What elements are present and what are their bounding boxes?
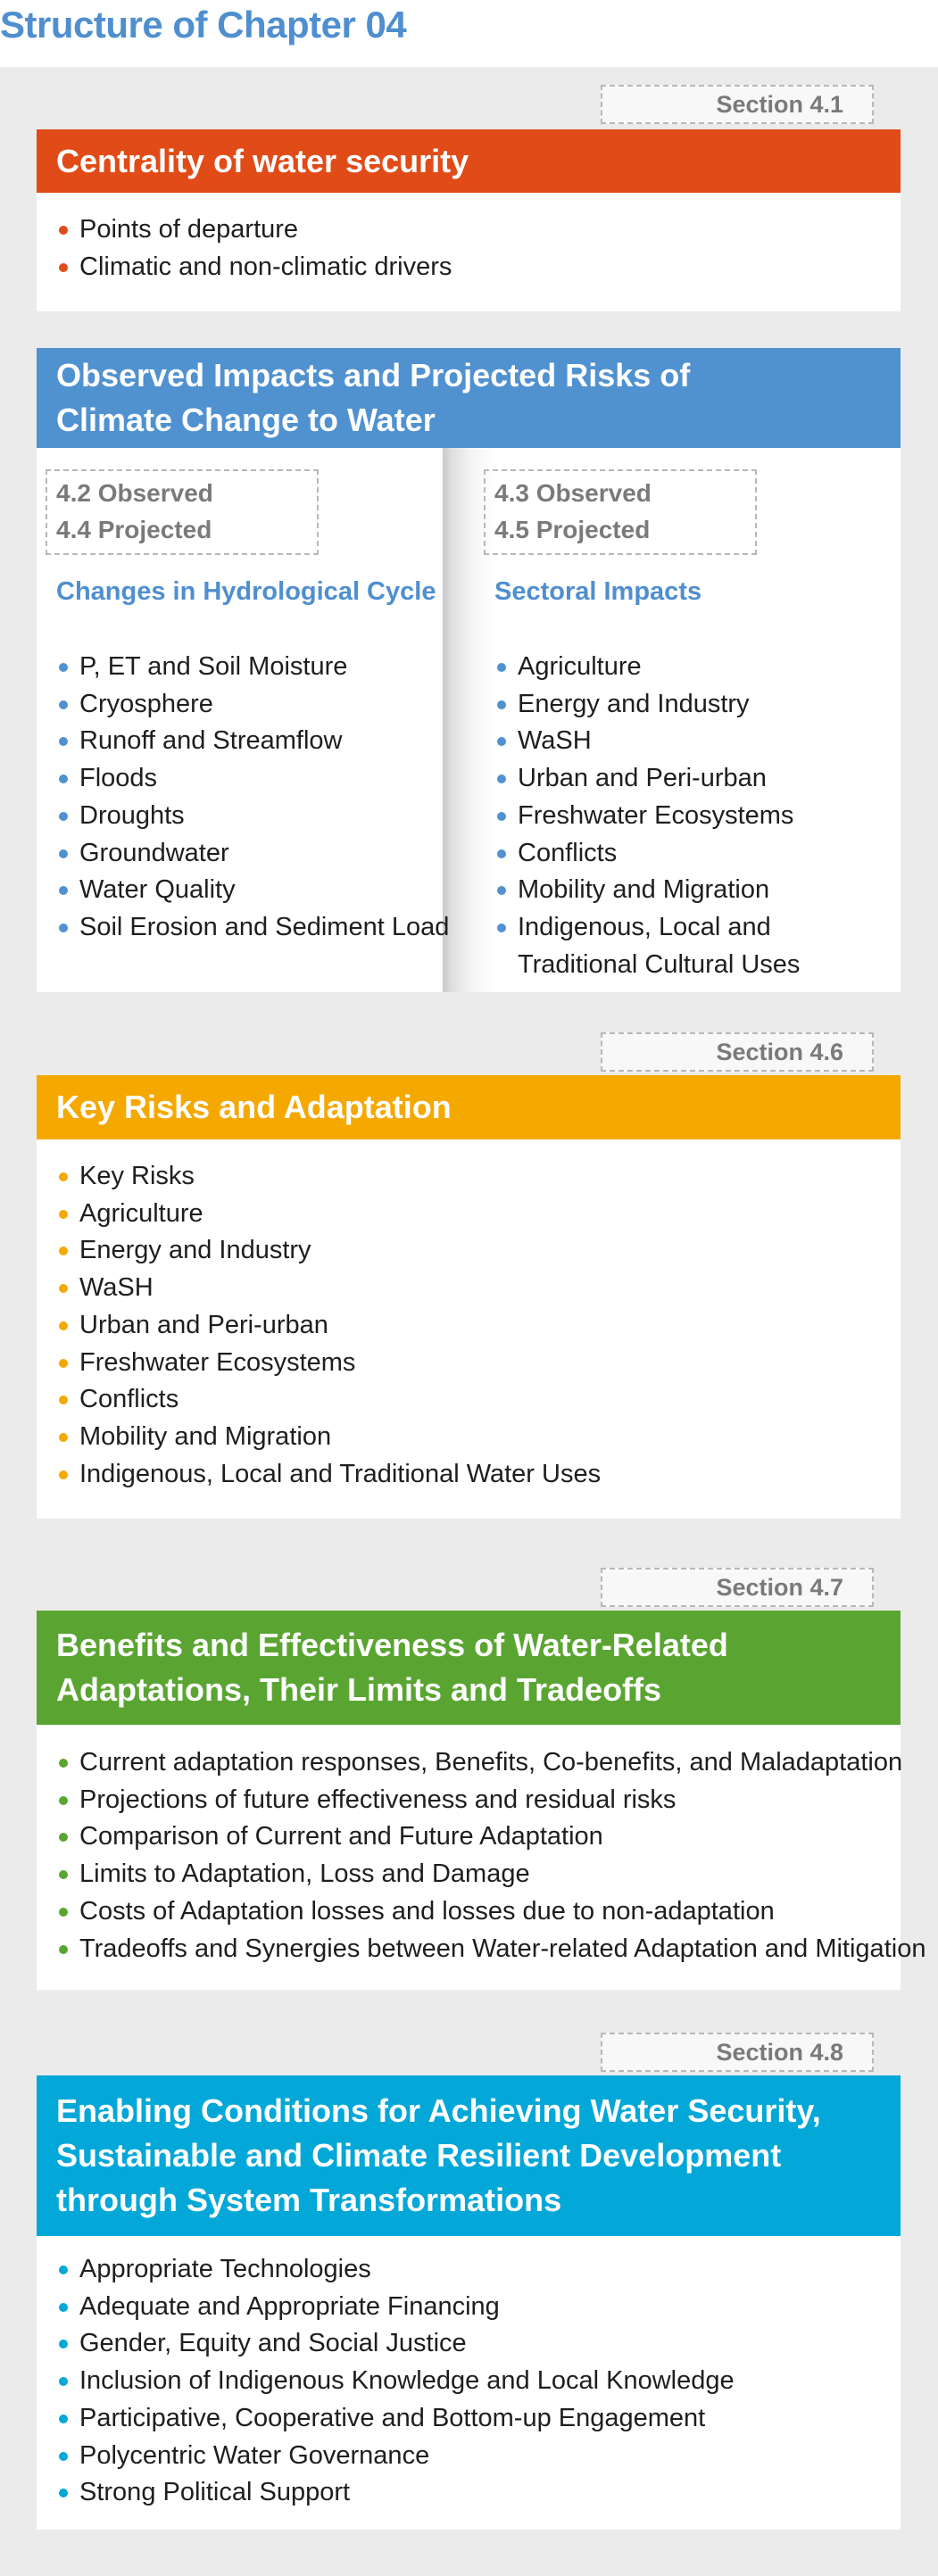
list-item-text: WaSH: [518, 726, 592, 756]
bullet-dot-icon: [59, 1321, 68, 1330]
list-item-text: Indigenous, Local and: [518, 912, 771, 941]
list-item: [56, 1456, 601, 1494]
list-item-text: Polycentric Water Governance: [79, 2440, 430, 2470]
list-item-text: Limits to Adaptation, Loss and Damage: [79, 1860, 530, 1889]
bullet-dot-icon: [59, 1284, 68, 1293]
list-item: [494, 909, 800, 947]
list-item: [56, 2289, 735, 2326]
bullet-dot-icon: [59, 774, 68, 783]
bullet-dot-icon: [59, 2265, 68, 2274]
list-item-text: Urban and Peri-urban: [518, 764, 767, 793]
list-item: [494, 723, 800, 760]
bullet-list-centrality: [56, 211, 452, 286]
bullet-dot-icon: [497, 700, 506, 709]
bullet-dot-icon: [497, 774, 506, 783]
list-item: [494, 835, 800, 873]
bullet-dot-icon: [59, 1247, 68, 1255]
bullet-list-hydrological: [56, 649, 449, 947]
list-item: [56, 1158, 601, 1196]
list-item-text: Traditional Cultural Uses: [518, 949, 801, 979]
list-item: [494, 947, 800, 984]
chapter-structure-diagram: [0, 67, 938, 2576]
list-item-text: Gender, Equity and Social Justice: [79, 2329, 467, 2358]
section-tag-4-6: Section 4.6: [601, 1032, 874, 1072]
subheading-hydrological-cycle: Changes in Hydrological Cycle: [56, 577, 436, 606]
list-item: [56, 798, 449, 835]
bullet-dot-icon: [497, 663, 506, 672]
bullet-list-sectoral: [494, 649, 800, 983]
panel-header-centrality: [37, 129, 901, 193]
panel-header-enabling: [37, 2075, 901, 2236]
bullet-dot-icon: [59, 886, 68, 895]
tag-line: 4.5 Projected: [494, 516, 651, 543]
bullet-dot-icon: [59, 226, 68, 235]
list-item-text: Runoff and Streamflow: [79, 726, 343, 756]
panel-title: Benefits and Effectiveness of Water-Related Adaptations, Their Limits and Tradeoffs: [56, 1627, 728, 1708]
bullet-dot-icon: [59, 2340, 68, 2348]
list-item: [56, 760, 449, 798]
list-item-text: Indigenous, Local and Traditional Water Uses: [79, 1459, 602, 1488]
list-item-text: Agriculture: [518, 652, 642, 681]
list-item-text: Freshwater Ecosystems: [518, 800, 794, 830]
observed-projected-tag-right: [484, 469, 757, 555]
list-item: [56, 1196, 601, 1233]
list-item-text: Appropriate Technologies: [79, 2255, 371, 2283]
list-item: [56, 909, 449, 947]
panel-title: Key Risks and Adaptation: [56, 1089, 452, 1125]
panel-title: Enabling Conditions for Achieving Water Security, Sustainable and Climate Resilient Development through System Transformations: [56, 2092, 821, 2218]
list-item-text: Soil Erosion and Sediment Load: [79, 912, 450, 941]
bullet-dot-icon: [59, 2377, 68, 2386]
list-item-text: Groundwater: [79, 838, 229, 867]
bullet-dot-icon: [59, 812, 68, 821]
tag-line: 4.4 Projected: [56, 516, 212, 543]
section-tag-4-8: Section 4.8: [601, 2033, 874, 2072]
list-item: [56, 211, 452, 249]
list-item: [56, 2400, 735, 2438]
bullet-dot-icon: [497, 886, 506, 895]
section-tag-4-7: Section 4.7: [601, 1568, 874, 1607]
panel-header-key-risks: [37, 1075, 901, 1139]
list-item: [56, 1744, 926, 1782]
bullet-dot-icon: [59, 1359, 68, 1368]
list-item-text: Floods: [79, 764, 158, 793]
panel-enabling-conditions: [37, 2075, 901, 2530]
list-item: [494, 649, 800, 686]
panel-observed-projected: [37, 348, 901, 992]
list-item-text: Mobility and Migration: [79, 1421, 332, 1451]
list-item: [56, 1782, 926, 1819]
list-item: [56, 2325, 735, 2363]
list-item-text: Projections of future effectiveness and residual risks: [79, 1785, 677, 1814]
list-item-text: Participative, Cooperative and Bottom-up Engagement: [79, 2403, 706, 2432]
list-item: [494, 798, 800, 835]
list-item-text: Strong Political Support: [79, 2478, 351, 2507]
bullet-dot-icon: [497, 737, 506, 746]
bullet-list-enabling: [56, 2251, 735, 2512]
list-item-text: Freshwater Ecosystems: [79, 1347, 356, 1377]
bullet-dot-icon: [59, 2452, 68, 2461]
list-item: [56, 1307, 601, 1345]
bullet-dot-icon: [59, 1796, 68, 1805]
list-item-text: Droughts: [79, 800, 185, 830]
list-item: [56, 835, 449, 873]
list-item-text: Energy and Industry: [79, 1236, 311, 1265]
list-item-text: Comparison of Current and Future Adaptation: [79, 1822, 603, 1851]
list-item-text: Key Risks: [79, 1162, 195, 1190]
bullet-dot-icon: [59, 1210, 68, 1219]
list-item-text: Costs of Adaptation losses and losses due to non-adaptation: [79, 1896, 775, 1926]
panel-title: Centrality of water security: [56, 142, 469, 179]
panel-header-observed-projected: [37, 348, 901, 448]
bullet-dot-icon: [497, 812, 506, 821]
list-item-text: Current adaptation responses, Benefits, Co-benefits, and Maladaptation: [79, 1748, 903, 1777]
list-item: [56, 1856, 926, 1893]
list-item: [56, 2438, 735, 2475]
list-item: [56, 1931, 926, 1968]
list-item: [56, 1345, 601, 1382]
list-item-text: Agriculture: [79, 1198, 203, 1228]
tag-line: 4.3 Observed: [494, 479, 652, 507]
list-item: [56, 723, 449, 760]
list-item-text: P, ET and Soil Moisture: [79, 652, 348, 681]
subheading-sectoral-impacts: Sectoral Impacts: [494, 577, 702, 606]
list-item-text: Conflicts: [79, 1385, 179, 1414]
list-item-text: Cryosphere: [79, 689, 213, 718]
list-item-text: Water Quality: [79, 875, 236, 905]
tag-line: 4.2 Observed: [56, 479, 213, 507]
bullet-dot-icon: [59, 1396, 68, 1404]
section-tag-4-1: Section 4.1: [601, 85, 874, 124]
list-item-text: Tradeoffs and Synergies between Water-related Adaptation and Mitigation: [79, 1934, 926, 1963]
bullet-dot-icon: [59, 1945, 68, 1954]
page-title: Structure of Chapter 04: [0, 4, 407, 46]
list-item: [56, 1381, 601, 1419]
list-item: [56, 872, 449, 909]
bullet-dot-icon: [59, 263, 68, 272]
list-item: [56, 2363, 735, 2400]
bullet-dot-icon: [59, 1908, 68, 1917]
panel-title: Observed Impacts and Projected Risks of Climate Change to Water: [56, 357, 691, 438]
list-item-text: Climatic and non-climatic drivers: [79, 252, 452, 281]
list-item: [494, 872, 800, 909]
bullet-dot-icon: [59, 1759, 68, 1768]
bullet-dot-icon: [59, 849, 68, 858]
list-item: [56, 1893, 926, 1931]
bullet-dot-icon: [59, 1870, 68, 1879]
bullet-dot-icon: [59, 2489, 68, 2497]
list-item: [56, 649, 449, 686]
panel-key-risks: [37, 1075, 901, 1519]
list-item-text: Adequate and Appropriate Financing: [79, 2291, 500, 2321]
bullet-dot-icon: [59, 1433, 68, 1442]
list-item: [56, 2251, 735, 2289]
list-item-text: Urban and Peri-urban: [79, 1310, 328, 1339]
list-item: [494, 760, 800, 798]
panel-header-benefits: [37, 1611, 901, 1725]
bullet-dot-icon: [59, 1833, 68, 1842]
list-item-text: Points of departure: [79, 215, 299, 244]
list-item: [56, 1270, 601, 1307]
bullet-dot-icon: [59, 1172, 68, 1181]
bullet-dot-icon: [497, 849, 506, 858]
panel-benefits-effectiveness: [37, 1611, 926, 1990]
list-item: [494, 686, 800, 724]
list-item: [56, 1419, 601, 1456]
observed-projected-tag-left: [46, 469, 319, 555]
list-item: [56, 686, 449, 724]
bullet-dot-icon: [59, 663, 68, 672]
panel-centrality: [37, 129, 901, 311]
list-item: [56, 249, 452, 286]
bullet-list-key-risks: [56, 1158, 601, 1493]
bullet-list-benefits: [56, 1744, 926, 1967]
list-item: [56, 1818, 926, 1856]
list-item-text: WaSH: [79, 1273, 154, 1303]
bullet-dot-icon: [59, 2303, 68, 2312]
list-item: [56, 1232, 601, 1270]
bullet-dot-icon: [59, 924, 68, 932]
bullet-dot-icon: [59, 1470, 68, 1479]
bullet-dot-icon: [59, 2414, 68, 2423]
list-item-text: Conflicts: [518, 838, 618, 867]
bullet-dot-icon: [59, 737, 68, 746]
list-item-text: Energy and Industry: [518, 689, 750, 718]
list-item-text: Mobility and Migration: [518, 875, 770, 905]
bullet-dot-icon: [497, 924, 506, 932]
list-item: [56, 2474, 735, 2512]
list-item-text: Inclusion of Indigenous Knowledge and Local Knowledge: [79, 2366, 735, 2396]
bullet-dot-icon: [59, 700, 68, 709]
